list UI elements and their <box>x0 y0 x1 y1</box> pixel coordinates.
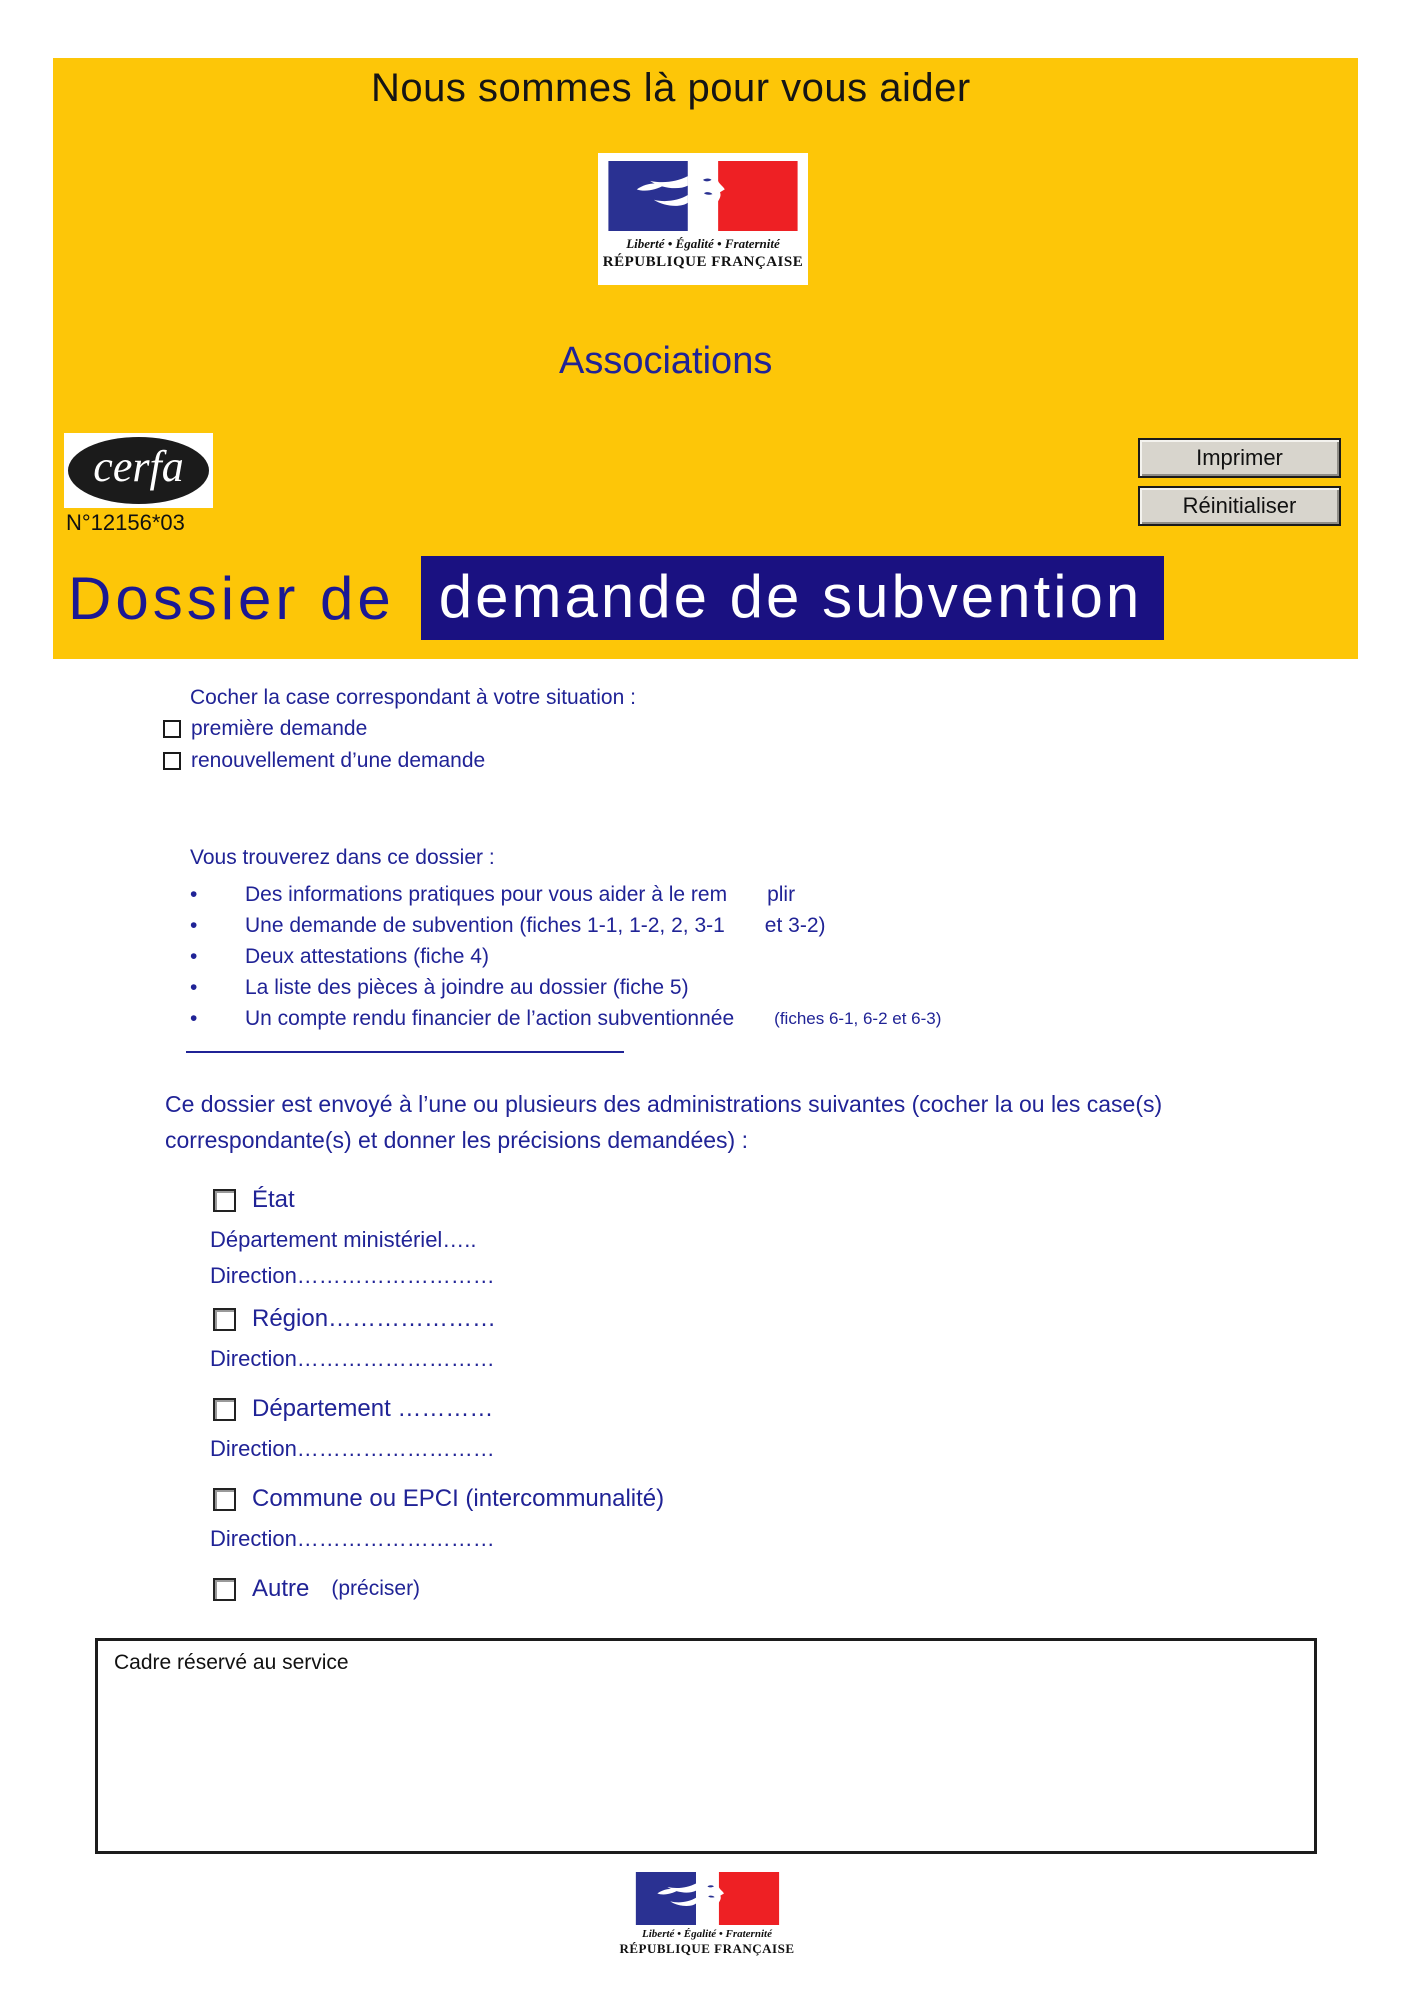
checkbox-autre[interactable] <box>213 1578 236 1601</box>
list-item-tail: plir <box>767 882 796 906</box>
footer-republique-francaise-logo <box>619 1872 794 1957</box>
admin-group-departement <box>210 1395 495 1463</box>
bullet-icon: • <box>190 944 198 968</box>
admin-row <box>213 1575 420 1603</box>
fill-in-line <box>186 1051 624 1053</box>
fill-line-direction: Direction……………………… <box>210 1346 495 1371</box>
list-item-text: La liste des pièces à joindre au dossier (fiche 5) <box>245 975 689 999</box>
admin-row <box>213 1485 664 1513</box>
contents-list <box>190 879 941 1034</box>
republique-francaise-logo <box>598 153 808 285</box>
list-item <box>190 941 941 972</box>
document-title-prefix: Dossier de <box>68 564 395 632</box>
fill-line-departement-ministeriel: Département ministériel….. <box>210 1227 477 1252</box>
list-item <box>190 879 941 910</box>
list-item-text: Une demande de subvention (fiches 1-1, 1-2, 2, 3-1 <box>245 913 725 937</box>
reset-button[interactable]: Réinitialiser <box>1138 486 1341 526</box>
list-item-text: Un compte rendu financier de l’action subventionnée <box>245 1006 735 1030</box>
logo-republic: RÉPUBLIQUE FRANÇAISE <box>602 254 804 270</box>
contents-intro: Vous trouverez dans ce dossier : <box>190 846 495 869</box>
admin-label: État <box>252 1186 295 1213</box>
admin-label: Autre <box>252 1575 310 1602</box>
fill-line-direction: Direction……………………… <box>210 1526 495 1551</box>
bullet-icon: • <box>190 913 198 937</box>
admin-row <box>213 1395 495 1423</box>
checkbox-commune[interactable] <box>213 1488 236 1511</box>
fill-line-direction: Direction……………………… <box>210 1263 495 1288</box>
list-item-tail: et 3-2) <box>764 913 826 937</box>
admin-label-note: (préciser) <box>331 1577 421 1600</box>
cerfa-brand: cerfa <box>93 442 184 491</box>
situation-instruction: Cocher la case correspondant à votre situation : <box>190 686 636 709</box>
fill-line-direction: Direction……………………… <box>210 1436 495 1461</box>
option-label: première demande <box>191 717 368 740</box>
option-premiere-demande <box>163 717 485 741</box>
admin-group-etat <box>210 1186 495 1290</box>
admin-row <box>213 1186 495 1214</box>
bullet-icon: • <box>190 1006 198 1030</box>
marianne-flag-icon <box>632 1872 782 1925</box>
marianne-flag-icon <box>607 161 799 231</box>
cerfa-ellipse-icon <box>68 437 209 504</box>
situation-options <box>163 717 485 773</box>
option-renouvellement <box>163 749 485 773</box>
admin-group-commune <box>210 1485 664 1553</box>
banner-title: Nous sommes là pour vous aider <box>371 66 971 110</box>
admin-group-region <box>210 1305 496 1373</box>
service-reserved-box <box>95 1638 1317 1854</box>
document-title-highlight: demande de subvention <box>421 556 1165 640</box>
option-label: renouvellement d’une demande <box>191 749 486 772</box>
list-item <box>190 910 941 941</box>
cerfa-logo <box>64 433 213 508</box>
logo-republic: RÉPUBLIQUE FRANÇAISE <box>619 1941 795 1956</box>
list-item <box>190 972 941 1003</box>
bullet-icon: • <box>190 882 198 906</box>
list-item-text: Deux attestations (fiche 4) <box>245 944 489 968</box>
yellow-banner <box>53 58 1358 659</box>
list-item-tail: (fiches 6-1, 6-2 et 6-3) <box>774 1008 942 1028</box>
logo-motto: Liberté • Égalité • Fraternité <box>642 1928 772 1940</box>
admin-label: Région………………… <box>252 1305 497 1332</box>
checkbox-departement[interactable] <box>213 1398 236 1421</box>
admin-group-autre <box>210 1575 420 1603</box>
cerfa-number: N°12156*03 <box>66 510 185 535</box>
audience-title: Associations <box>559 340 773 382</box>
print-button[interactable]: Imprimer <box>1138 438 1341 478</box>
document-title <box>68 558 1164 638</box>
checkbox-renouvellement[interactable] <box>163 752 181 770</box>
service-reserved-label: Cadre réservé au service <box>114 1651 349 1674</box>
admin-label: Département ………… <box>252 1395 494 1422</box>
admin-label: Commune ou EPCI (intercommunalité) <box>252 1485 665 1512</box>
list-item <box>190 1003 941 1034</box>
destination-paragraph: Ce dossier est envoyé à l’une ou plusieurs des administrations suivantes (cocher la ou les case(s) correspondante(s) et donner les précisions demandées) : <box>165 1091 1163 1153</box>
checkbox-premiere-demande[interactable] <box>163 720 181 738</box>
list-item-text: Des informations pratiques pour vous aider à le rem <box>245 882 728 906</box>
checkbox-region[interactable] <box>213 1308 236 1331</box>
admin-row <box>213 1305 496 1333</box>
checkbox-etat[interactable] <box>213 1189 236 1212</box>
bullet-icon: • <box>190 975 198 999</box>
logo-motto: Liberté • Égalité • Fraternité <box>626 236 780 251</box>
